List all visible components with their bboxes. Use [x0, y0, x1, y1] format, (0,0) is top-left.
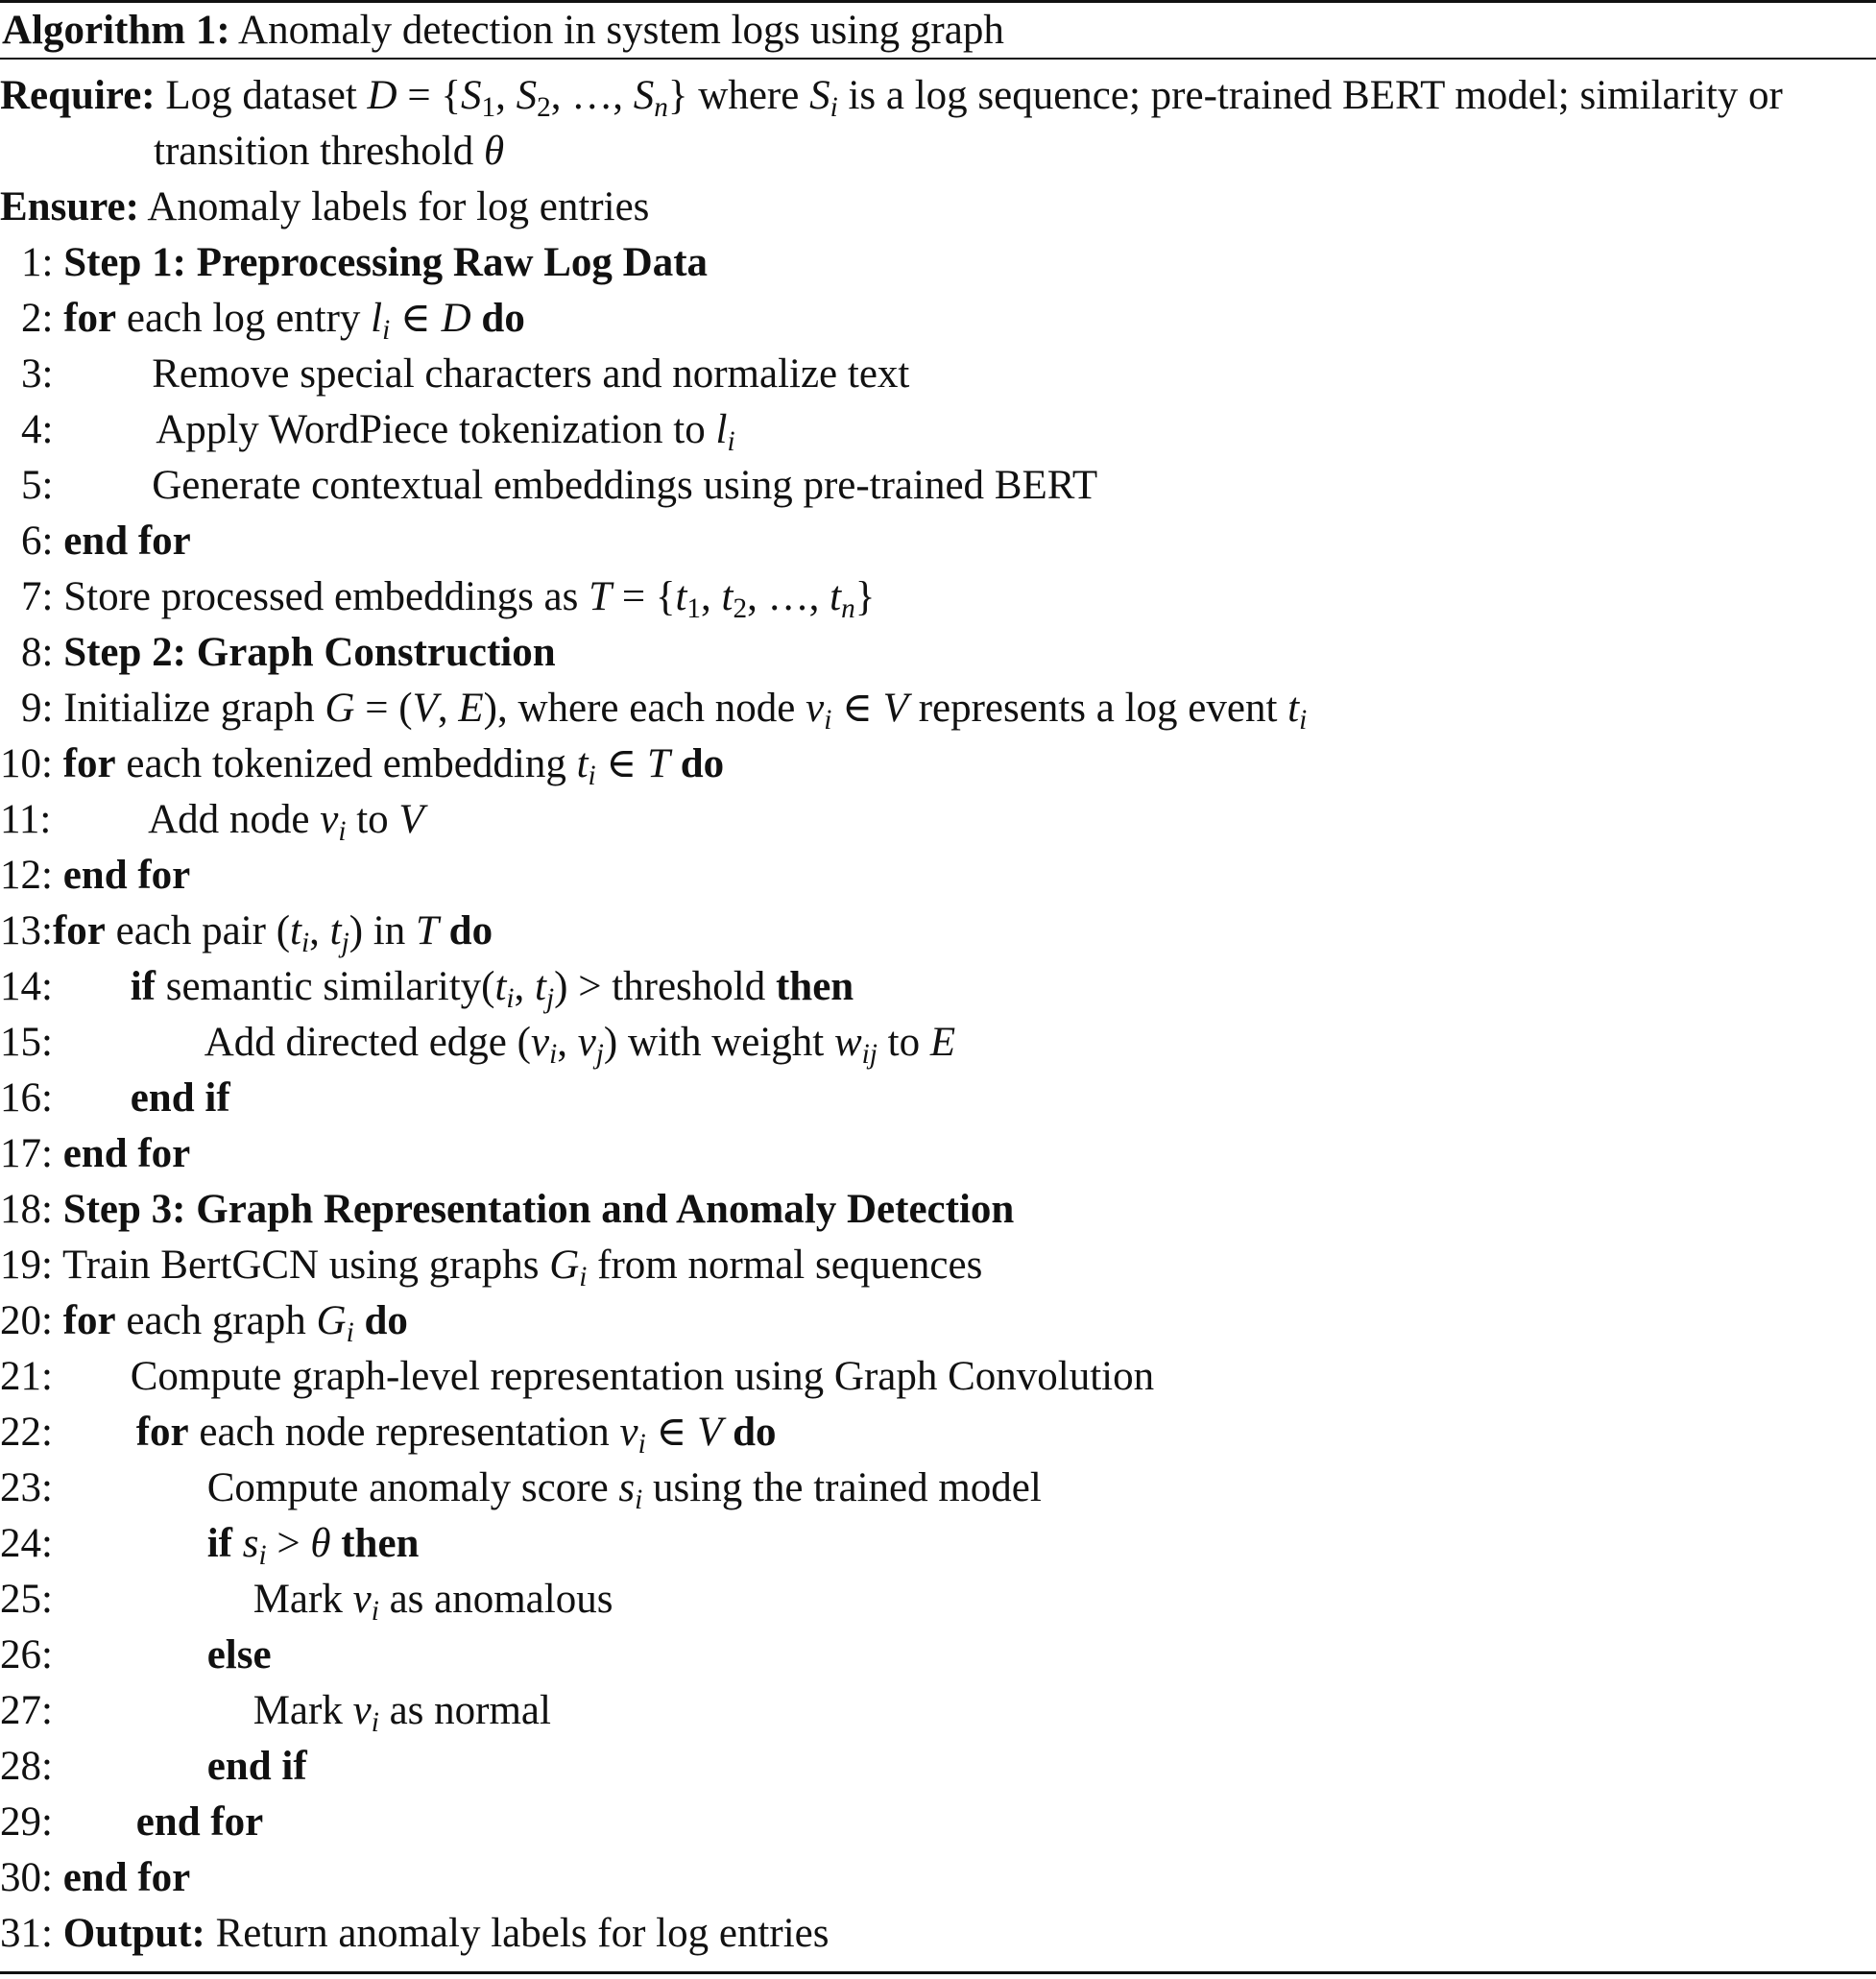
math-sub: i [371, 1596, 379, 1628]
keyword-if: if [130, 964, 156, 1009]
algo-line-26 [0, 1629, 272, 1682]
math-brace: } [854, 574, 876, 619]
line-number: 4: [21, 407, 54, 452]
keyword-for: for [135, 1410, 189, 1455]
math-sub: i [382, 315, 391, 347]
line-number: 9: [21, 686, 54, 731]
math-D: D [441, 296, 471, 341]
algo-line-31 [0, 1907, 829, 1961]
math-T: T [589, 574, 613, 619]
line-text: each log entry [126, 296, 361, 341]
line-text: Mark [253, 1577, 343, 1622]
keyword-for: for [62, 741, 116, 786]
math-sub: i [1299, 705, 1308, 736]
algo-line-10 [0, 737, 724, 791]
math-v: v [320, 797, 339, 842]
line-number: 8: [21, 630, 54, 675]
line-text: Add node [148, 797, 310, 842]
line-number: 14: [0, 964, 53, 1009]
math-sub: 2 [733, 593, 748, 625]
math-v: v [806, 686, 825, 731]
line-number: 6: [21, 519, 54, 564]
keyword-do: do [448, 908, 493, 953]
line-number: 22: [0, 1410, 53, 1455]
algo-line-14 [0, 960, 854, 1014]
line-text: Remove special characters and normalize text [152, 351, 910, 397]
ensure-text: Anomaly labels for log entries [147, 184, 650, 229]
line-number: 3: [21, 351, 54, 397]
line-number: 15: [0, 1020, 53, 1065]
math-w: w [833, 1020, 862, 1065]
math-paren: ) [603, 1020, 618, 1065]
line-number: 10: [0, 741, 53, 786]
require-line-2 [154, 125, 504, 179]
line-text: Train BertGCN using graphs [61, 1243, 540, 1288]
math-sub: i [588, 760, 596, 792]
math-sub: 2 [537, 92, 551, 124]
math-sub: 1 [686, 593, 702, 625]
line-text: with weight [628, 1020, 825, 1065]
math-G: G [549, 1243, 580, 1288]
line-number: 11: [0, 797, 52, 842]
top-rule [0, 0, 1876, 3]
math-E: E [458, 686, 484, 731]
math-sub: i [635, 1484, 643, 1516]
math-t: t [329, 908, 342, 953]
caption-rule [0, 58, 1876, 60]
math-D: D [367, 73, 397, 118]
step-heading: Step 1: Preprocessing Raw Log Data [63, 240, 709, 285]
keyword-end-if: end if [206, 1744, 307, 1789]
math-v: v [352, 1688, 372, 1733]
line-text: each pair [115, 908, 266, 953]
math-comma: , [309, 908, 320, 953]
math-s: s [618, 1465, 636, 1510]
math-sub: i [579, 1262, 588, 1293]
algo-line-11 [0, 793, 424, 847]
math-theta: θ [483, 129, 505, 174]
math-t: t [721, 574, 734, 619]
algo-line-1 [0, 236, 708, 290]
line-number: 16: [0, 1075, 53, 1121]
line-number: 28: [0, 1744, 53, 1789]
math-in: ∈ [606, 741, 637, 786]
math-paren: ) [349, 908, 364, 953]
math-t: t [576, 741, 589, 786]
keyword-then: then [341, 1521, 420, 1566]
math-sub: j [546, 983, 555, 1015]
line-number: 30: [0, 1855, 53, 1900]
math-sub: i [549, 1039, 558, 1071]
math-t: t [494, 964, 507, 1009]
require-text: Log dataset [165, 73, 357, 118]
algorithm-caption [2, 5, 1004, 57]
step-heading: Step 2: Graph Construction [63, 630, 556, 675]
line-text: Compute graph-level representation using Graph Convolution [130, 1354, 1155, 1399]
math-s: s [242, 1521, 259, 1566]
math-brace: = { [621, 574, 676, 619]
keyword-end-for: end for [63, 519, 191, 564]
math-t: t [830, 574, 842, 619]
keyword-if: if [206, 1521, 232, 1566]
require-text: transition threshold [154, 129, 474, 174]
line-text: to [887, 1020, 921, 1065]
line-text: ), where each node [483, 686, 796, 731]
algo-line-7 [0, 570, 875, 624]
line-text: to [356, 797, 389, 842]
algo-line-12 [0, 849, 190, 903]
keyword-do: do [680, 741, 725, 786]
line-text: Mark [253, 1688, 343, 1733]
math-v: v [619, 1410, 638, 1455]
line-number: 12: [0, 853, 53, 898]
algo-line-16 [0, 1072, 230, 1125]
require-line [0, 69, 1783, 123]
algo-line-9 [0, 682, 1307, 736]
keyword-output: Output: [62, 1911, 205, 1956]
algo-line-5 [0, 459, 1097, 513]
line-number: 13: [0, 908, 53, 953]
math-V: V [882, 686, 908, 731]
line-number: 17: [0, 1131, 53, 1176]
line-text: Generate contextual embeddings using pre-trained BERT [152, 463, 1098, 508]
math-brace: } [667, 73, 688, 118]
keyword-else: else [206, 1632, 272, 1677]
math-sub: j [595, 1039, 604, 1071]
line-text: represents a log event [918, 686, 1278, 731]
math-in: ∈ [400, 296, 431, 341]
algo-line-27 [0, 1684, 551, 1738]
line-text: Compute anomaly score [206, 1465, 609, 1510]
math-sub: i [301, 928, 310, 959]
math-sub: n [841, 593, 855, 625]
math-G: G [316, 1298, 347, 1343]
math-sub: 1 [481, 92, 496, 124]
math-comma: , [495, 73, 506, 118]
algo-line-30 [0, 1851, 190, 1905]
algo-line-3 [0, 348, 909, 401]
algo-line-18 [0, 1183, 1014, 1237]
math-G: G [325, 686, 355, 731]
line-number: 1: [21, 240, 54, 285]
math-t: t [535, 964, 546, 1009]
math-sub: i [824, 705, 832, 736]
line-number: 25: [0, 1577, 53, 1622]
math-in: ∈ [656, 1410, 687, 1455]
line-number: 21: [0, 1354, 53, 1399]
step-heading: Step 3: Graph Representation and Anomaly Detection [62, 1187, 1015, 1232]
line-number: 31: [0, 1911, 53, 1956]
keyword-for: for [62, 1298, 116, 1343]
algo-line-29 [0, 1796, 263, 1849]
algo-line-21 [0, 1350, 1154, 1404]
require-text: is a log sequence; pre-trained BERT model; similarity or [848, 73, 1783, 118]
math-paren: ( [517, 1020, 531, 1065]
ensure-label: Ensure: [0, 184, 139, 229]
math-sub: i [830, 92, 838, 124]
math-S: S [516, 73, 538, 118]
math-v: v [530, 1020, 550, 1065]
keyword-for: for [52, 908, 106, 953]
math-sub: i [637, 1429, 646, 1460]
algo-line-19 [0, 1239, 982, 1292]
algo-line-17 [0, 1127, 190, 1181]
math-S: S [809, 73, 830, 118]
math-T: T [415, 908, 439, 953]
line-text: semantic similarity( [165, 964, 495, 1009]
math-T: T [647, 741, 670, 786]
line-number: 19: [0, 1243, 53, 1288]
math-sub: i [727, 426, 735, 458]
require-where: where [698, 73, 800, 118]
keyword-then: then [775, 964, 854, 1009]
math-comma: , [550, 73, 562, 118]
line-number: 5: [21, 463, 54, 508]
math-l: l [715, 407, 728, 452]
math-sub: i [338, 816, 347, 848]
math-sub: i [371, 1707, 379, 1739]
math-gt: > [277, 1521, 301, 1566]
math-t: t [1287, 686, 1300, 731]
math-S: S [461, 73, 482, 118]
keyword-do: do [364, 1298, 408, 1343]
line-text: each tokenized embedding [126, 741, 566, 786]
require-label: Require: [0, 73, 156, 118]
math-sub: j [341, 928, 349, 959]
line-text: using the trained model [653, 1465, 1042, 1510]
math-sub: i [506, 983, 515, 1015]
line-text: as normal [389, 1688, 551, 1733]
math-S: S [633, 73, 655, 118]
math-dots: …, [767, 574, 820, 619]
ensure-line [0, 181, 649, 234]
math-v: v [352, 1577, 372, 1622]
algo-line-4 [0, 403, 735, 457]
math-comma: , [701, 574, 711, 619]
keyword-end-for: end for [62, 1855, 191, 1900]
line-text: from normal sequences [597, 1243, 983, 1288]
line-number: 26: [0, 1632, 53, 1677]
line-text: Apply WordPiece tokenization to [156, 407, 706, 452]
math-sub: i [346, 1317, 354, 1349]
line-text: Add directed edge [204, 1020, 507, 1065]
math-eq: = ( [365, 686, 413, 731]
algo-line-20 [0, 1294, 408, 1348]
line-number: 29: [0, 1799, 53, 1845]
line-text: ) > threshold [554, 964, 766, 1009]
algo-line-24 [0, 1517, 419, 1571]
keyword-end-for: end for [62, 1131, 191, 1176]
line-number: 24: [0, 1521, 53, 1566]
math-V: V [412, 686, 438, 731]
math-l: l [371, 296, 383, 341]
line-number: 18: [0, 1187, 53, 1232]
math-V: V [697, 1410, 723, 1455]
math-dots: …, [571, 73, 623, 118]
math-comma: , [437, 686, 448, 731]
math-V: V [398, 797, 424, 842]
algorithm-label: Algorithm 1: [2, 8, 230, 53]
line-text: Store processed embeddings as [63, 574, 579, 619]
math-theta: θ [310, 1521, 331, 1566]
keyword-end-for: end for [62, 853, 191, 898]
line-number: 27: [0, 1688, 53, 1733]
line-number: 2: [21, 296, 54, 341]
algo-line-8 [0, 626, 556, 680]
math-paren: ( [276, 908, 291, 953]
math-sub: n [654, 92, 668, 124]
bottom-rule [0, 1971, 1876, 1974]
math-t: t [290, 908, 301, 953]
algo-line-6 [0, 515, 191, 568]
line-text: each graph [126, 1298, 306, 1343]
math-v: v [577, 1020, 596, 1065]
algo-line-23 [0, 1461, 1042, 1515]
algo-line-2 [0, 292, 525, 346]
algo-line-22 [0, 1406, 777, 1460]
keyword-end-if: end if [130, 1075, 230, 1121]
math-in: ∈ [842, 686, 873, 731]
line-text: Initialize graph [63, 686, 315, 731]
keyword-do: do [481, 296, 525, 341]
line-number: 20: [0, 1298, 53, 1343]
algo-line-13 [0, 905, 493, 958]
line-number: 23: [0, 1465, 53, 1510]
algo-line-28 [0, 1740, 307, 1794]
algo-line-15 [0, 1016, 955, 1070]
math-eq: = { [407, 73, 461, 118]
line-text: in [373, 908, 406, 953]
math-t: t [675, 574, 687, 619]
keyword-end-for: end for [135, 1799, 264, 1845]
keyword-for: for [63, 296, 117, 341]
keyword-do: do [733, 1410, 777, 1455]
math-sub: i [258, 1540, 267, 1572]
math-comma: , [557, 1020, 567, 1065]
math-E: E [929, 1020, 956, 1065]
math-comma: , [514, 964, 525, 1009]
line-text: Return anomaly labels for log entries [215, 1911, 830, 1956]
line-text: as anomalous [389, 1577, 613, 1622]
algorithm-title: Anomaly detection in system logs using graph [238, 8, 1004, 53]
math-comma: , [747, 574, 758, 619]
algo-line-25 [0, 1573, 613, 1627]
math-sub: ij [861, 1039, 878, 1071]
line-number: 7: [21, 574, 54, 619]
line-text: each node representation [199, 1410, 610, 1455]
